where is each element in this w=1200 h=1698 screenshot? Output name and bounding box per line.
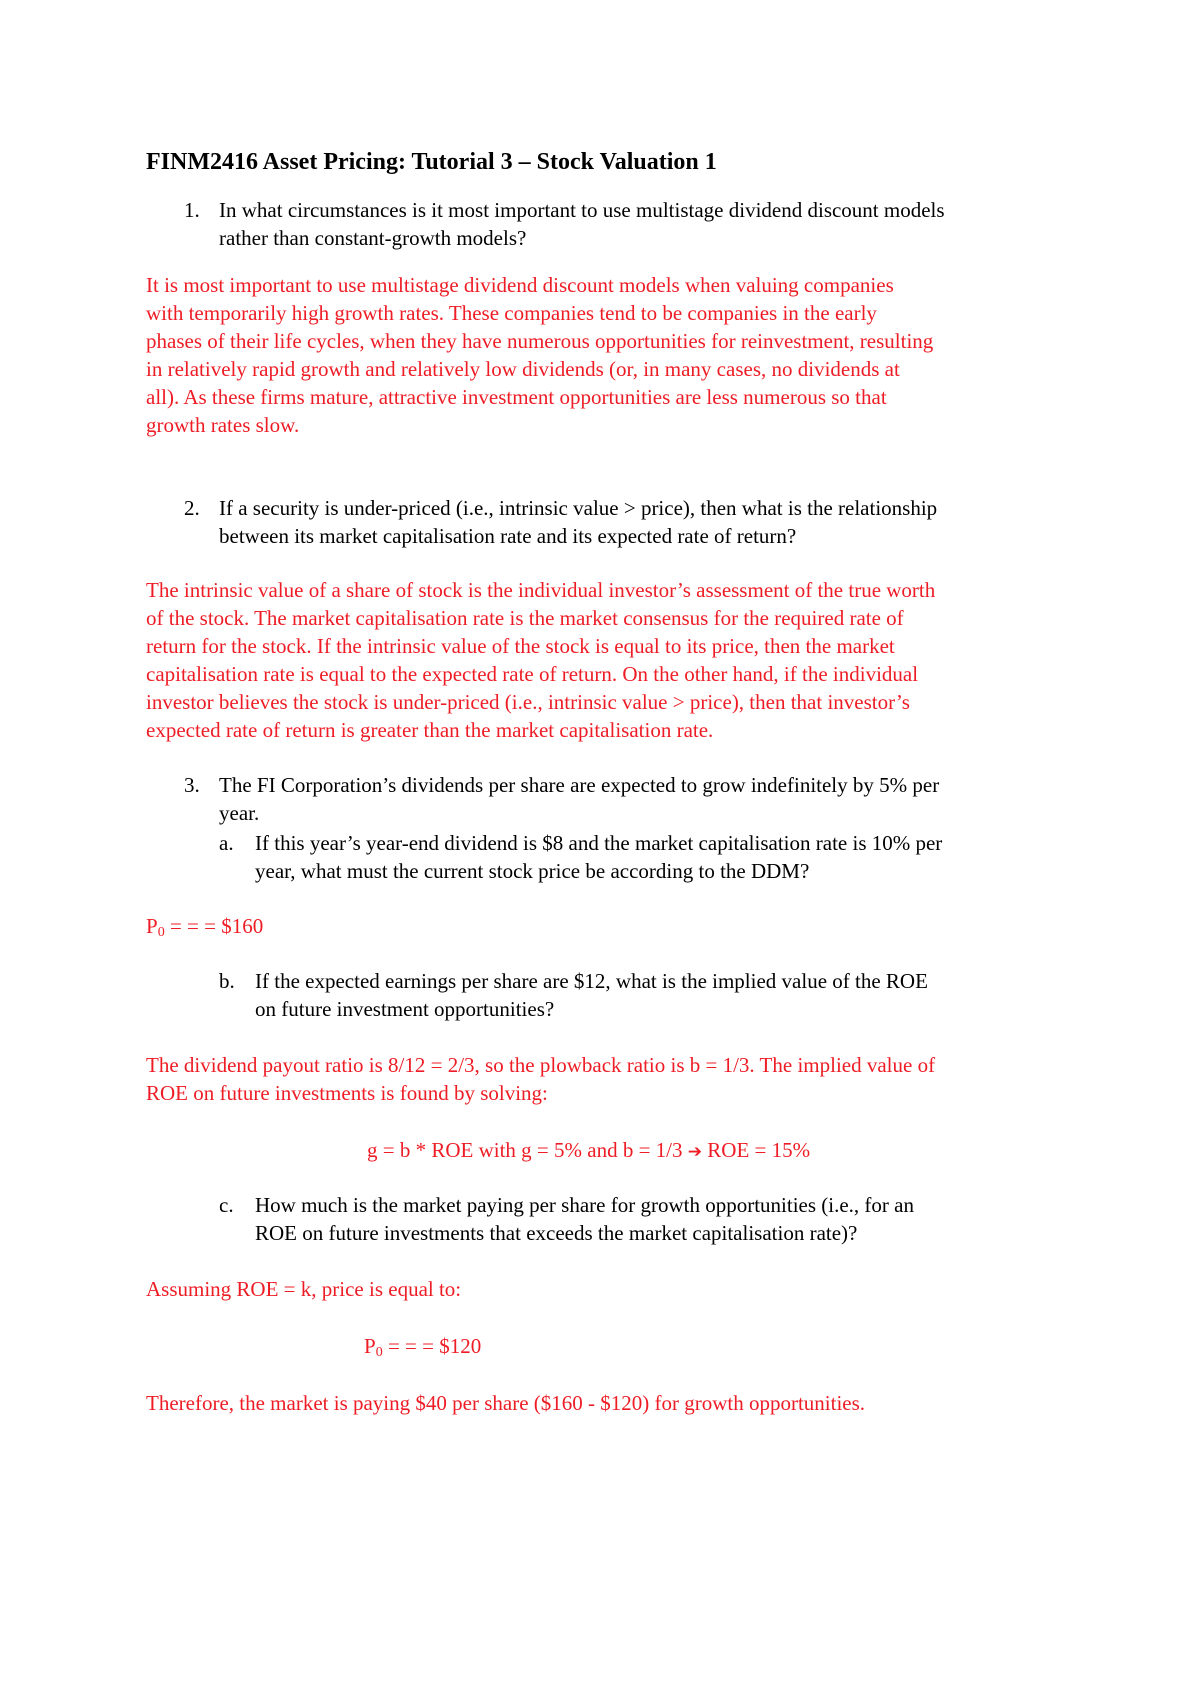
answer-3a (146, 912, 1066, 944)
answer-2 (146, 576, 1066, 744)
question-text-line: How much is the market paying per share for growth opportunities (i.e., for an (255, 1193, 914, 1217)
question-text-line: If a security is under-priced (i.e., intrinsic value > price), then what is the relationship (219, 496, 938, 520)
price-result: = = = $160 (164, 914, 264, 938)
question-1 (184, 196, 1079, 252)
subquestion-label: b. (219, 969, 235, 993)
answer-text-line: of the stock. The market capitalisation rate is the market consensus for the required rate of (146, 606, 904, 630)
price-subscript: 0 (157, 925, 165, 940)
answer-text-line: all). As these firms mature, attractive investment opportunities are less numerous so that (146, 385, 887, 409)
price-symbol: P (364, 1334, 376, 1358)
question-text-line: year. (219, 801, 260, 825)
answer-text-line: growth rates slow. (146, 413, 300, 437)
answer-text-line: return for the stock. If the intrinsic value of the stock is equal to its price, then the market (146, 634, 895, 658)
answer-text-line: phases of their life cycles, when they have numerous opportunities for reinvestment, resulting (146, 329, 934, 353)
subquestion-label: a. (219, 831, 234, 855)
roe-equation-left: g = b * ROE with g = 5% and b = 1/3 (367, 1138, 688, 1162)
question-number: 2. (184, 496, 200, 520)
question-3a (219, 829, 1075, 885)
question-3b (219, 967, 1075, 1023)
question-2 (184, 494, 1079, 550)
question-text-line: year, what must the current stock price be according to the DDM? (255, 859, 810, 883)
question-text-line: between its market capitalisation rate and its expected rate of return? (219, 524, 797, 548)
answer-text-line: expected rate of return is greater than the market capitalisation rate. (146, 718, 714, 742)
answer-3c-intro (146, 1275, 1066, 1303)
arrow-right-icon: ➔ (687, 1142, 703, 1162)
answer-1 (146, 271, 1066, 439)
question-text-line: If the expected earnings per share are $12, what is the implied value of the ROE (255, 969, 928, 993)
price-equation (146, 912, 1066, 944)
answer-text-line: with temporarily high growth rates. These companies tend to be companies in the early (146, 301, 877, 325)
question-text-line: If this year’s year-end dividend is $8 and the market capitalisation rate is 10% per (255, 831, 943, 855)
answer-text-line: capitalisation rate is equal to the expected rate of return. On the other hand, if the individual (146, 662, 919, 686)
price-subscript: 0 (375, 1345, 383, 1360)
price-result: = = = $120 (382, 1334, 482, 1358)
question-number: 3. (184, 773, 200, 797)
answer-3b (146, 1051, 1066, 1107)
price-symbol: P (146, 914, 158, 938)
answer-text-line: The intrinsic value of a share of stock is the individual investor’s assessment of the true worth (146, 578, 936, 602)
answer-text-line: investor believes the stock is under-priced (i.e., intrinsic value > price), then that investor’s (146, 690, 910, 714)
question-3 (184, 771, 1079, 827)
question-text-line: ROE on future investments that exceeds the market capitalisation rate)? (255, 1221, 858, 1245)
question-number: 1. (184, 198, 200, 222)
roe-equation-right: ROE = 15% (702, 1138, 811, 1162)
answer-text-line: It is most important to use multistage dividend discount models when valuing companies (146, 273, 894, 297)
answer-text-line: The dividend payout ratio is 8/12 = 2/3, so the plowback ratio is b = 1/3. The implied value of (146, 1053, 936, 1077)
question-text-line: on future investment opportunities? (255, 997, 555, 1021)
roe-equation (367, 1136, 810, 1166)
subquestion-label: c. (219, 1193, 234, 1217)
answer-text-line: in relatively rapid growth and relatively low dividends (or, in many cases, no dividends at (146, 357, 900, 381)
answer-text-line: Assuming ROE = k, price is equal to: (146, 1277, 462, 1301)
question-3c (219, 1191, 1075, 1247)
answer-text-line: ROE on future investments is found by solving: (146, 1081, 548, 1105)
question-text-line: rather than constant-growth models? (219, 226, 527, 250)
question-text-line: The FI Corporation’s dividends per share are expected to grow indefinitely by 5% per (219, 773, 940, 797)
answer-3c-conclusion (146, 1389, 1066, 1417)
question-text-line: In what circumstances is it most important to use multistage dividend discount models (219, 198, 945, 222)
answer-text-line: Therefore, the market is paying $40 per share ($160 - $120) for growth opportunities. (146, 1391, 866, 1415)
price-equation-no-growth (364, 1332, 481, 1364)
document-title: FINM2416 Asset Pricing: Tutorial 3 – Stock Valuation 1 (146, 149, 717, 175)
